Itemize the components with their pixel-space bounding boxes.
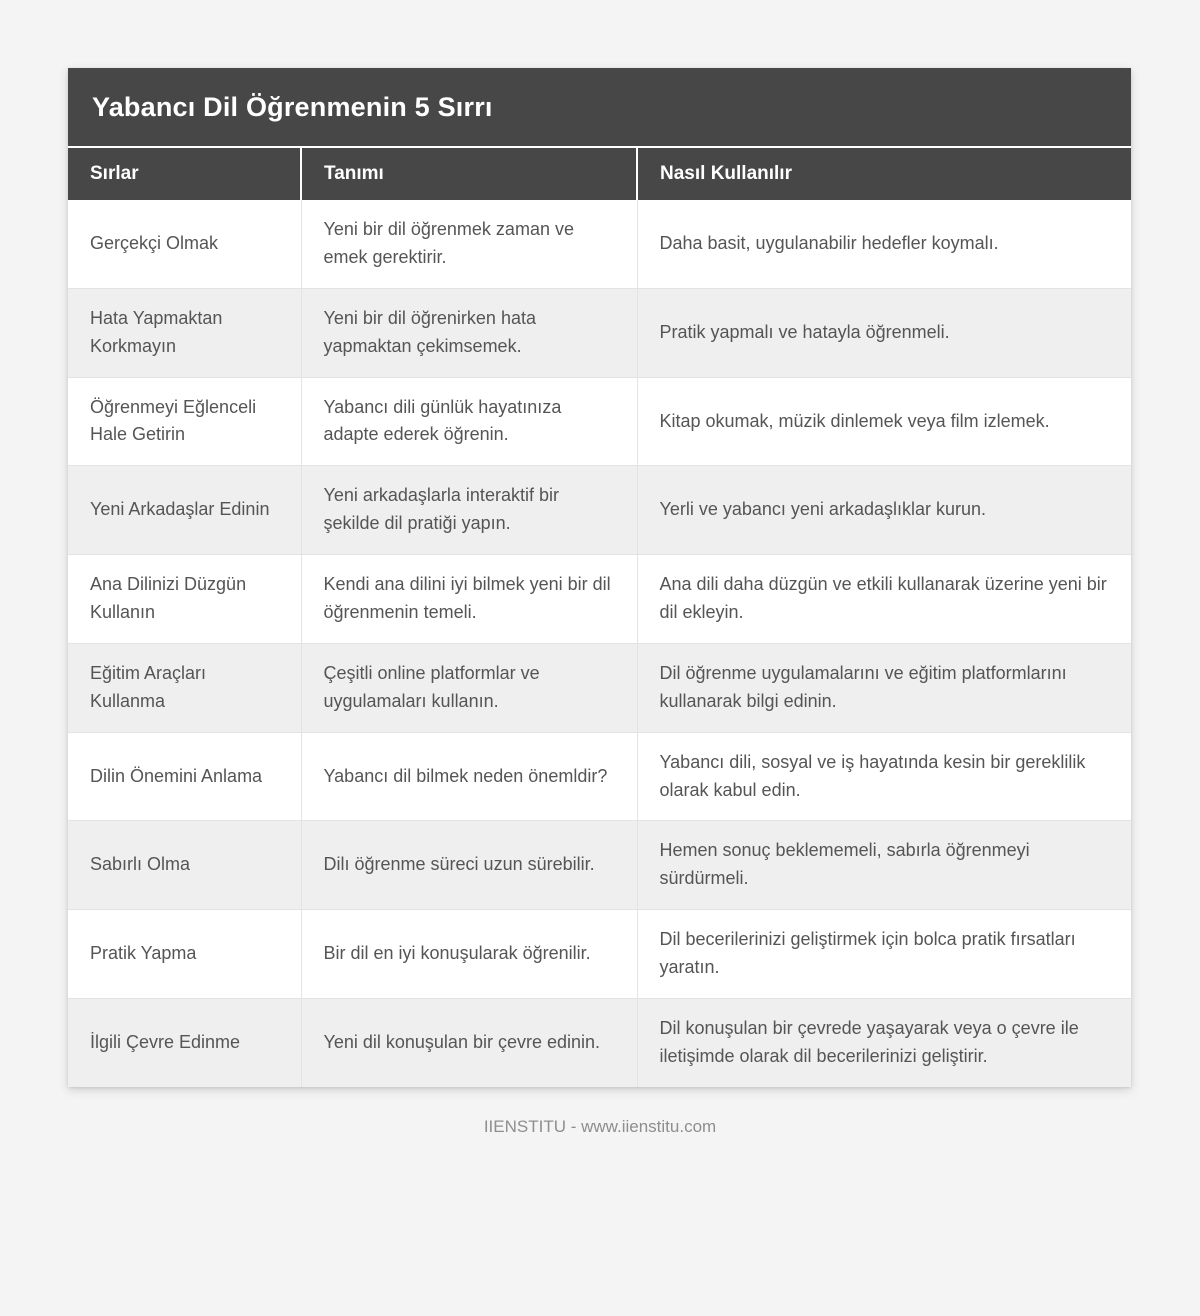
cell-usage: Kitap okumak, müzik dinlemek veya film izlemek. bbox=[637, 377, 1131, 466]
cell-secret: Hata Yapmaktan Korkmayın bbox=[68, 288, 301, 377]
table-row bbox=[68, 377, 1131, 466]
table-row bbox=[68, 910, 1131, 999]
table-title-bar bbox=[68, 68, 1131, 148]
cell-definition: Kendi ana dilini iyi bilmek yeni bir dil öğrenmenin temeli. bbox=[301, 555, 637, 644]
cell-secret: Öğrenmeyi Eğlenceli Hale Getirin bbox=[68, 377, 301, 466]
cell-secret: Eğitim Araçları Kullanma bbox=[68, 643, 301, 732]
cell-definition: Yabancı dili günlük hayatınıza adapte ederek öğrenin. bbox=[301, 377, 637, 466]
table-row bbox=[68, 200, 1131, 288]
secrets-table-card bbox=[68, 68, 1131, 1087]
cell-usage: Dil konuşulan bir çevrede yaşayarak veya o çevre ile iletişimde olarak dil becerilerinizi geliştirir. bbox=[637, 999, 1131, 1087]
table-row bbox=[68, 288, 1131, 377]
table-row bbox=[68, 555, 1131, 644]
cell-usage: Yabancı dili, sosyal ve iş hayatında kesin bir gereklilik olarak kabul edin. bbox=[637, 732, 1131, 821]
secrets-table bbox=[68, 148, 1131, 1087]
footer-branding: IIENSTITU - www.iienstitu.com bbox=[483, 1116, 717, 1136]
cell-secret: İlgili Çevre Edinme bbox=[68, 999, 301, 1087]
cell-definition: Bir dil en iyi konuşularak öğrenilir. bbox=[301, 910, 637, 999]
table-header-row bbox=[68, 148, 1131, 200]
table-row bbox=[68, 821, 1131, 910]
cell-usage: Pratik yapmalı ve hatayla öğrenmeli. bbox=[637, 288, 1131, 377]
cell-usage: Dil öğrenme uygulamalarını ve eğitim platformlarını kullanarak bilgi edinin. bbox=[637, 643, 1131, 732]
cell-secret: Pratik Yapma bbox=[68, 910, 301, 999]
cell-secret: Yeni Arkadaşlar Edinin bbox=[68, 466, 301, 555]
cell-definition: Yeni dil konuşulan bir çevre edinin. bbox=[301, 999, 637, 1087]
cell-definition: Yeni bir dil öğrenirken hata yapmaktan çekimsemek. bbox=[301, 288, 637, 377]
cell-usage: Ana dili daha düzgün ve etkili kullanarak üzerine yeni bir dil ekleyin. bbox=[637, 555, 1131, 644]
table-row bbox=[68, 999, 1131, 1087]
cell-definition: Yeni arkadaşlarla interaktif bir şekilde dil pratiği yapın. bbox=[301, 466, 637, 555]
table-row bbox=[68, 732, 1131, 821]
cell-secret: Gerçekçi Olmak bbox=[68, 200, 301, 288]
cell-definition: Yabancı dil bilmek neden önemldir? bbox=[301, 732, 637, 821]
column-header-definition: Tanımı bbox=[301, 148, 637, 200]
cell-secret: Sabırlı Olma bbox=[68, 821, 301, 910]
cell-usage: Yerli ve yabancı yeni arkadaşlıklar kurun. bbox=[637, 466, 1131, 555]
cell-definition: Yeni bir dil öğrenmek zaman ve emek gerektirir. bbox=[301, 200, 637, 288]
cell-secret: Ana Dilinizi Düzgün Kullanın bbox=[68, 555, 301, 644]
table-row bbox=[68, 466, 1131, 555]
cell-usage: Daha basit, uygulanabilir hedefler koymalı. bbox=[637, 200, 1131, 288]
cell-definition: Çeşitli online platformlar ve uygulamaları kullanın. bbox=[301, 643, 637, 732]
cell-usage: Dil becerilerinizi geliştirmek için bolca pratik fırsatları yaratın. bbox=[637, 910, 1131, 999]
table-row bbox=[68, 643, 1131, 732]
column-header-usage: Nasıl Kullanılır bbox=[637, 148, 1131, 200]
cell-definition: Dilı öğrenme süreci uzun sürebilir. bbox=[301, 821, 637, 910]
page-title: Yabancı Dil Öğrenmenin 5 Sırrı bbox=[92, 91, 493, 122]
cell-usage: Hemen sonuç beklememeli, sabırla öğrenmeyi sürdürmeli. bbox=[637, 821, 1131, 910]
column-header-secrets: Sırlar bbox=[68, 148, 301, 200]
cell-secret: Dilin Önemini Anlama bbox=[68, 732, 301, 821]
